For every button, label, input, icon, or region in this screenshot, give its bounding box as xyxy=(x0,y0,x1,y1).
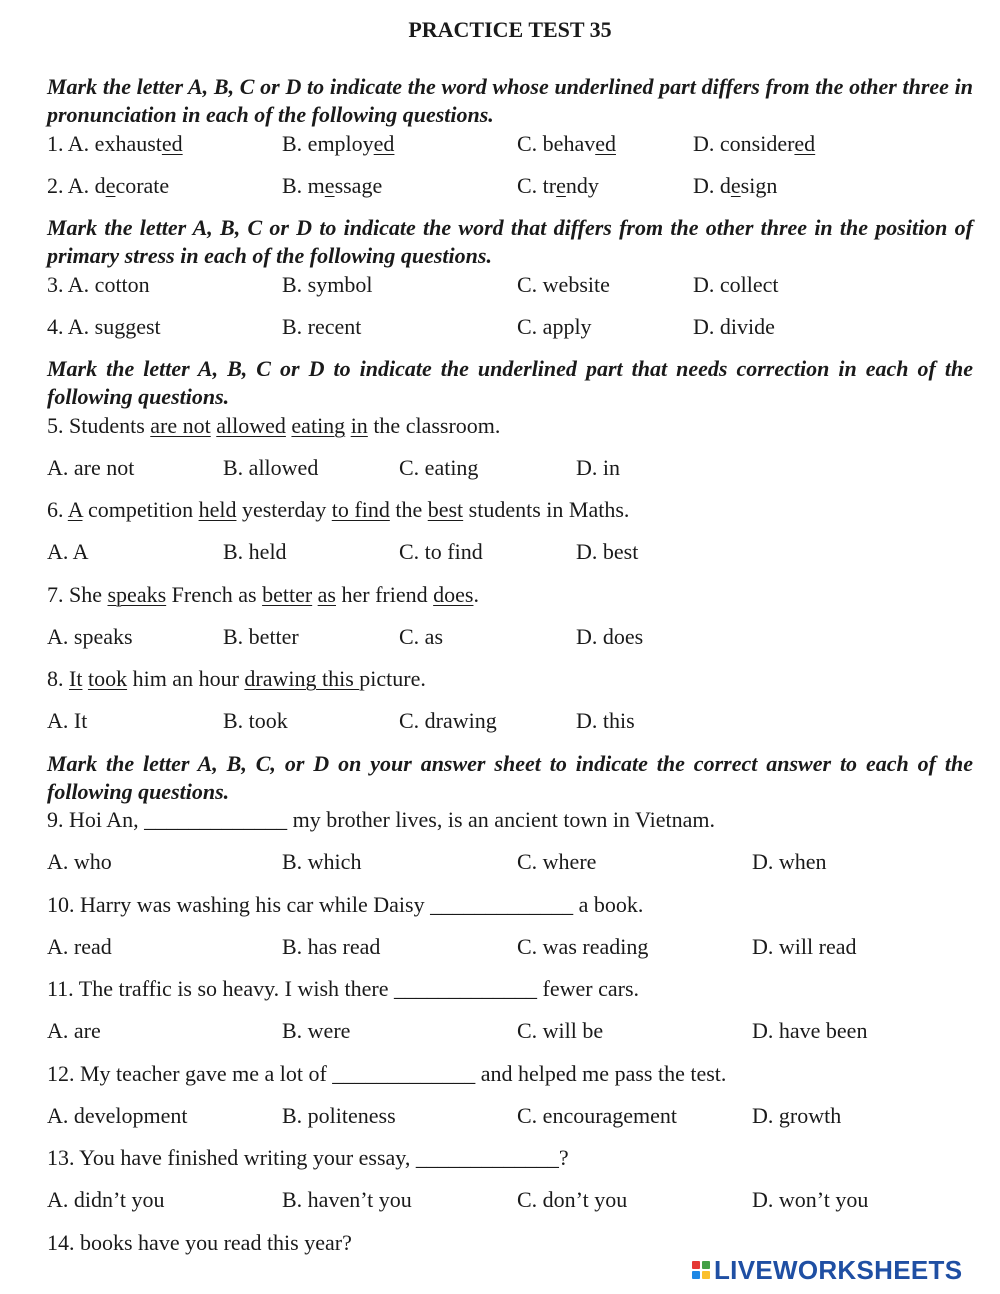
question-5-options xyxy=(0,455,1000,481)
q11-option-d: D. have been xyxy=(752,1018,868,1043)
logo-square xyxy=(702,1261,710,1269)
q7-option-b: B. better xyxy=(223,624,299,649)
q10-option-c: C. was reading xyxy=(517,934,649,959)
q13-option-c: C. don’t you xyxy=(517,1187,628,1212)
q2-option-c: C. trendy xyxy=(517,173,599,198)
question-2 xyxy=(0,173,1000,199)
question-12-options xyxy=(0,1103,1000,1129)
q9-option-c: C. where xyxy=(517,849,597,874)
q3-option-d: D. collect xyxy=(693,272,779,297)
q13-option-d: D. won’t you xyxy=(752,1187,869,1212)
q1-option-b: B. employed xyxy=(282,131,395,156)
question-7-options xyxy=(0,624,1000,650)
q1-option-d: D. considered xyxy=(693,131,816,156)
q13-option-a: A. didn’t you xyxy=(47,1187,165,1212)
q7-option-d: D. does xyxy=(576,624,644,649)
q4-option-c: C. apply xyxy=(517,314,592,339)
q6-option-a: A. A xyxy=(47,539,89,564)
q5-option-c: C. eating xyxy=(399,455,479,480)
q3-option-b: B. symbol xyxy=(282,272,373,297)
q3-option-a: 3. A. cotton xyxy=(47,272,150,297)
q6-option-b: B. held xyxy=(223,539,287,564)
question-12-stem: 12. My teacher gave me a lot of _____________ and helped me pass the test. xyxy=(47,1061,727,1086)
q8-option-c: C. drawing xyxy=(399,708,497,733)
q8-option-d: D. this xyxy=(576,708,635,733)
question-6-options xyxy=(0,539,1000,565)
q12-option-a: A. development xyxy=(47,1103,188,1128)
question-13-stem: 13. You have finished writing your essay, _____________? xyxy=(47,1145,569,1170)
q8-option-b: B. took xyxy=(223,708,288,733)
instruction-pronunciation: Mark the letter A, B, C or D to indicate the word whose underlined part differs from the other three in pronunciation in each of the following questions. xyxy=(47,74,973,127)
q9-option-a: A. who xyxy=(47,849,112,874)
page-title: PRACTICE TEST 35 xyxy=(408,17,612,42)
logo-square xyxy=(692,1261,700,1269)
instruction-correction: Mark the letter A, B, C or D to indicate the underlined part that needs correction in each of the following questions. xyxy=(47,356,973,409)
question-6-stem: 6. A competition held yesterday to find the best students in Maths. xyxy=(47,497,630,522)
liveworksheets-logo xyxy=(692,1255,962,1285)
question-8-stem: 8. It took him an hour drawing this picture. xyxy=(47,666,426,691)
logo-grid-icon xyxy=(692,1261,710,1279)
q1-option-c: C. behaved xyxy=(517,131,616,156)
q6-option-c: C. to find xyxy=(399,539,483,564)
q11-option-b: B. were xyxy=(282,1018,351,1043)
q4-option-b: B. recent xyxy=(282,314,362,339)
logo-square xyxy=(702,1271,710,1279)
q10-option-a: A. read xyxy=(47,934,112,959)
question-10-stem: 10. Harry was washing his car while Daisy _____________ a book. xyxy=(47,892,644,917)
question-7-stem: 7. She speaks French as better as her friend does. xyxy=(47,582,479,607)
q2-option-a: 2. A. decorate xyxy=(47,173,170,198)
instruction-correct-answer: Mark the letter A, B, C, or D on your answer sheet to indicate the correct answer to each of the following questions. xyxy=(47,751,973,804)
q12-option-c: C. encouragement xyxy=(517,1103,678,1128)
q7-option-c: C. as xyxy=(399,624,443,649)
question-3 xyxy=(0,272,1000,298)
question-9-options xyxy=(0,849,1000,875)
q4-option-a: 4. A. suggest xyxy=(47,314,161,339)
q3-option-c: C. website xyxy=(517,272,610,297)
q7-option-a: A. speaks xyxy=(47,624,133,649)
instruction-stress: Mark the letter A, B, C or D to indicate the word that differs from the other three in the position of primary stress in each of the following questions. xyxy=(47,215,973,268)
q11-option-a: A. are xyxy=(47,1018,101,1043)
q12-option-d: D. growth xyxy=(752,1103,842,1128)
question-1 xyxy=(0,131,1000,157)
q13-option-b: B. haven’t you xyxy=(282,1187,412,1212)
question-10-options xyxy=(0,934,1000,960)
q10-option-d: D. will read xyxy=(752,934,857,959)
q4-option-d: D. divide xyxy=(693,314,775,339)
q9-option-b: B. which xyxy=(282,849,362,874)
q5-option-b: B. allowed xyxy=(223,455,319,480)
question-5-stem: 5. Students are not allowed eating in the classroom. xyxy=(47,413,501,438)
question-4 xyxy=(0,314,1000,340)
question-11-stem: 11. The traffic is so heavy. I wish there _____________ fewer cars. xyxy=(47,976,640,1001)
q5-option-d: D. in xyxy=(576,455,620,480)
q2-option-b: B. message xyxy=(282,173,383,198)
q8-option-a: A. It xyxy=(47,708,88,733)
logo-square xyxy=(692,1271,700,1279)
q9-option-d: D. when xyxy=(752,849,827,874)
logo-text: LIVEWORKSHEETS xyxy=(714,1254,963,1285)
question-9-stem: 9. Hoi An, _____________ my brother lives, is an ancient town in Vietnam. xyxy=(47,807,715,832)
q1-option-a: 1. A. exhausted xyxy=(47,131,183,156)
question-14-stem: 14. books have you read this year? xyxy=(47,1230,352,1255)
q10-option-b: B. has read xyxy=(282,934,381,959)
q2-option-d: D. design xyxy=(693,173,778,198)
question-13-options xyxy=(0,1187,1000,1213)
question-8-options xyxy=(0,708,1000,734)
q11-option-c: C. will be xyxy=(517,1018,604,1043)
q5-option-a: A. are not xyxy=(47,455,135,480)
q6-option-d: D. best xyxy=(576,539,639,564)
q12-option-b: B. politeness xyxy=(282,1103,396,1128)
question-11-options xyxy=(0,1018,1000,1044)
